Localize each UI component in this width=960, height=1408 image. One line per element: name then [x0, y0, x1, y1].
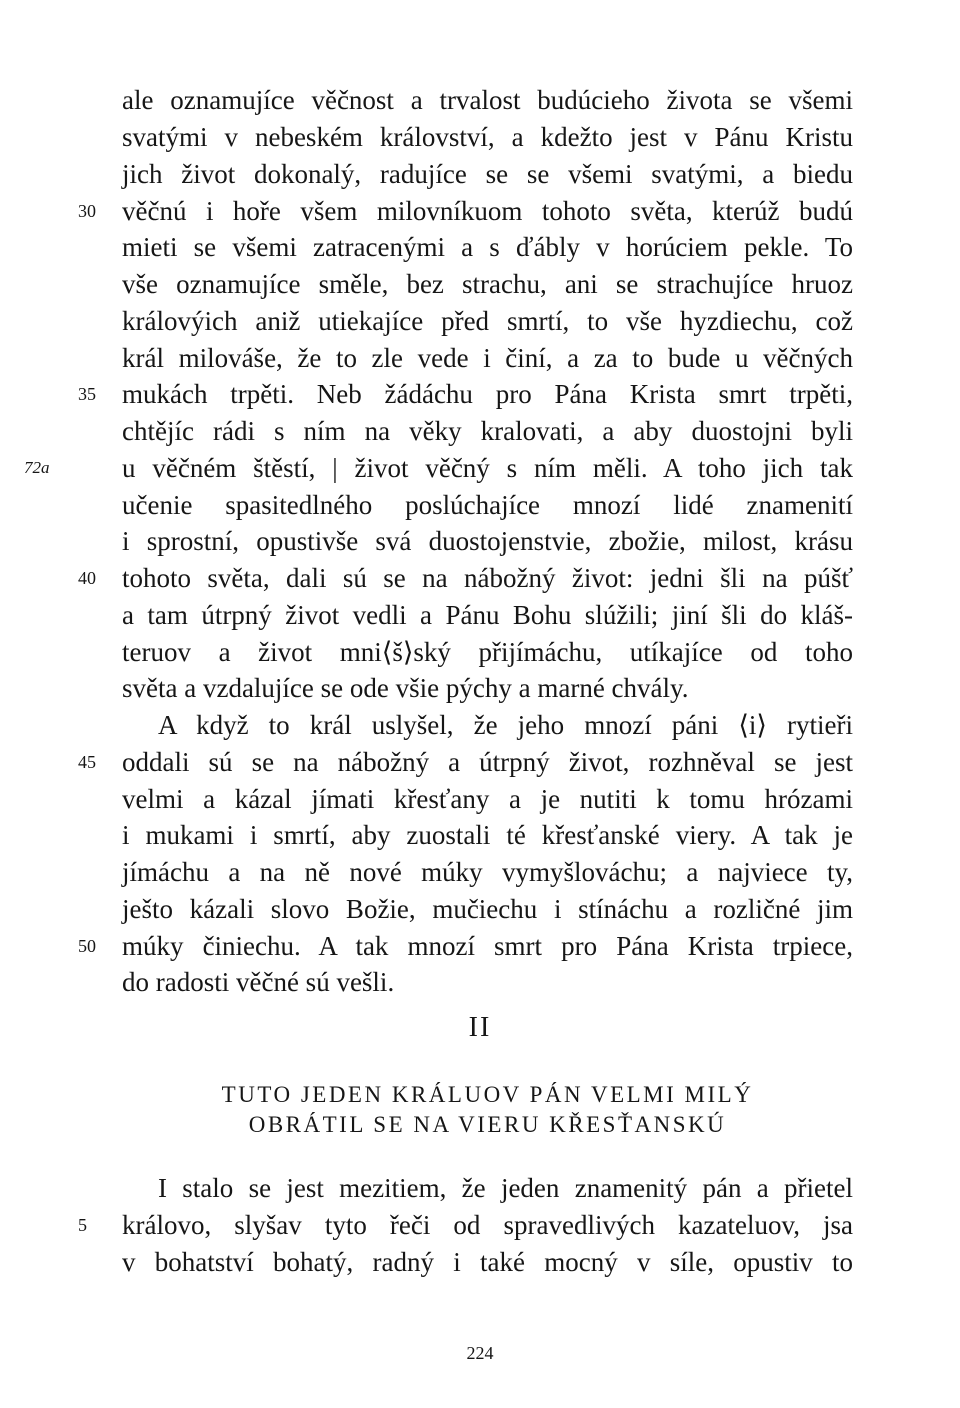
folio-margin-note: 72a	[24, 458, 50, 477]
section-heading-line: TUTO JEDEN KRÁLUOV PÁN VELMI MILÝ	[221, 1082, 754, 1107]
line-number: 30	[78, 201, 96, 221]
paragraph-start-line: A když to král uslyšel, že jeho mnozí páni ⟨i⟩ rytieři	[158, 710, 853, 740]
section-heading-line: OBRÁTIL SE NA VIERU KŘESŤANSKÚ	[248, 1112, 727, 1137]
text-line: vše oznamujíce směle, bez strachu, ani se strachujíce hruoz	[122, 269, 853, 299]
text-line: ješto kázali slovo Božie, mučiechu i stínáchu a rozličné jim	[122, 894, 853, 924]
text-line: tohoto světa, dali sú se na nábožný život: jedni šli na púšť	[122, 563, 853, 593]
text-line: královýich aniž utiekajíce před smrtí, to vše hyzdiechu, což	[122, 306, 853, 336]
text-line: svatými v nebeském království, a kdežto jest v Pánu Kristu	[122, 122, 853, 152]
text-line: světa a vzdalujíce se ode všie pýchy a marné chvály.	[122, 673, 689, 703]
text-line: mieti se všemi zatracenými a s ďábly v horúciem pekle. To	[122, 232, 853, 262]
text-line: v bohatství bohatý, radný i také mocný v síle, opustiv to	[122, 1247, 853, 1277]
line-number: 5	[78, 1215, 87, 1235]
section-number: II	[468, 1012, 492, 1043]
text-line: chtějíc rádi s ním na věky kralovati, a aby duostojni byli	[122, 416, 853, 446]
line-number: 35	[78, 384, 96, 404]
text-line: učenie spasitedlného poslúchajíce mnozí lidé znamenití	[122, 490, 853, 520]
text-line: oddali sú se na nábožný a útrpný život, rozhněval se jest	[122, 747, 853, 777]
text-line: a tam útrpný život vedli a Pánu Bohu slúžili; jiní šli do kláš-	[122, 600, 853, 630]
text-line: velmi a kázal jímati křesťany a je nutiti k tomu hrózami	[122, 784, 853, 814]
text-line: mukách trpěti. Neb žádáchu pro Pána Krista smrt trpěti,	[122, 379, 853, 409]
text-line: jich život dokonalý, radujíce se se všemi svatými, a biedu	[122, 159, 853, 189]
text-line: i sprostní, opustivše svá duostojenstvie, zbožie, milost, krásu	[122, 526, 853, 556]
text-line: múky činiechu. A tak mnozí smrt pro Pána Krista trpiece,	[122, 931, 853, 961]
text-line: do radosti věčné sú vešli.	[122, 967, 395, 997]
paragraph-start-line: I stalo se jest mezitiem, že jeden znamenitý pán a přietel	[158, 1173, 853, 1203]
page-number: 224	[466, 1343, 494, 1363]
line-number: 40	[78, 568, 96, 588]
text-line: teruov a život mni⟨š⟩ský přijímáchu, utíkajíce od toho	[122, 637, 853, 667]
text-line: i mukami i smrtí, aby zuostali té křesťanské viery. A tak je	[122, 820, 853, 850]
text-line: ale oznamujíce věčnost a trvalost budúcieho života se všemi	[122, 85, 853, 115]
line-number: 50	[78, 936, 96, 956]
text-line: král milováše, že to zle vede i činí, a za to bude u věčných	[122, 343, 853, 373]
text-line: královo, slyšav tyto řeči od spravedlivých kazateluov, jsa	[122, 1210, 853, 1240]
line-number: 45	[78, 752, 96, 772]
text-line: jímáchu a na ně nové múky vymyšlováchu; a najviece ty,	[122, 857, 853, 887]
text-line: u věčném štěstí, | život věčný s ním měli. A toho jich tak	[122, 453, 853, 483]
text-line: věčnú i hoře všem milovníkuom tohoto světa, kterúž budú	[122, 196, 853, 226]
